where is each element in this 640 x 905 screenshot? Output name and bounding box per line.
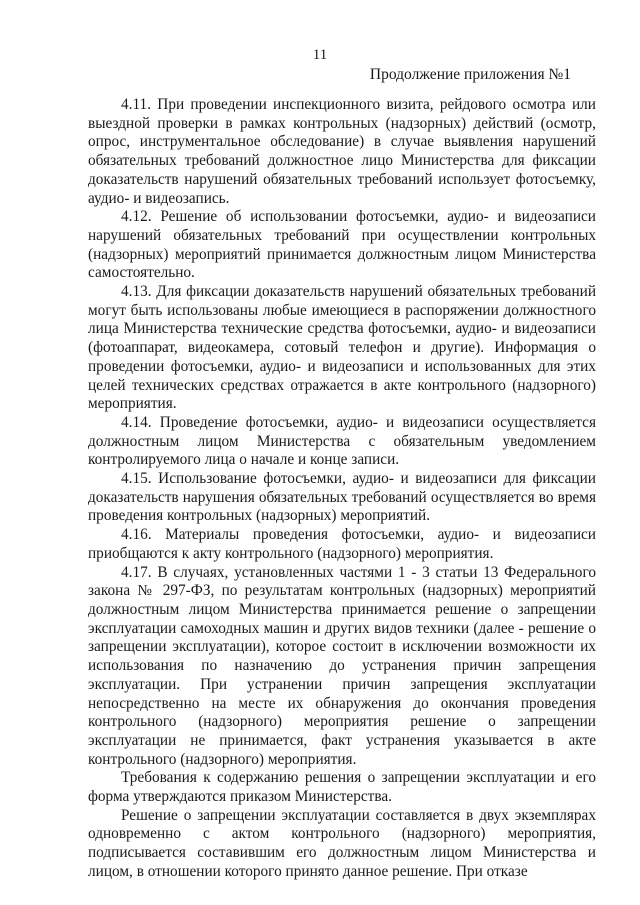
- document-body: [88, 96, 596, 882]
- paragraph-4-12: 4.12. Решение об использовании фотосъемки, аудио- и видеозаписи нарушений обязательных требований при осуществлении контрольных (надзорных) мероприятий принимается должностным лицом Министерства самостоятельно.: [88, 208, 596, 282]
- paragraph-decision-procedure: Решение о запрещении эксплуатации составляется в двух экземплярах одновременно с актом контрольного (надзорного) мероприятия, подписывается составившим его должностным лицом Министерства и лицом, в отношении которого принято данное решение. При отказе: [88, 806, 596, 880]
- paragraph-decision-requirements: Требования к содержанию решения о запрещении эксплуатации и его форма утверждаются приказом Министерства.: [88, 769, 596, 806]
- paragraph-4-15: 4.15. Использование фотосъемки, аудио- и видеозаписи для фиксации доказательств нарушения обязательных требований осуществляется во время проведения контрольных (надзорных) мероприятий.: [88, 470, 596, 525]
- page-number: 11: [312, 47, 328, 63]
- paragraph-4-17: 4.17. В случаях, установленных частями 1 - 3 статьи 13 Федерального закона № 297-ФЗ, по результатам контрольных (надзорных) мероприятий должностным лицом Министерства принимается решение о запрещении эксплуатации самоходных машин и других видов техники (далее - решение о запрещении эксплуатации), которое состоит в исключении возможности их использования по назначению до устранения причин запрещения эксплуатации. При устранении причин запрещения эксплуатации непосредственно на месте их обнаружения до окончания проведения контрольного (надзорного) мероприятия решение о запрещении эксплуатации не принимается, факт устранения указывается в акте контрольного (надзорного) мероприятия.: [88, 563, 596, 768]
- paragraph-4-13: 4.13. Для фиксации доказательств нарушений обязательных требований могут быть использованы любые имеющиеся в распоряжении должностного лица Министерства технические средства фотосъемки, аудио- и видеозаписи (фотоаппарат, видеокамера, сотовый телефон и другие). Информация о проведении фотосъемки, аудио- и видеозаписи и использованных для этих целей технических средствах отражается в акте контрольного (надзорного) мероприятия.: [88, 283, 596, 413]
- paragraph-4-11: 4.11. При проведении инспекционного визита, рейдового осмотра или выездной проверки в рамках контрольных (надзорных) действий (осмотр, опрос, инструментальное обследование) в случае выявления нарушений обязательных требований должностное лицо Министерства для фиксации доказательств нарушений обязательных требований использует фотосъемку, аудио- и видеозапись.: [88, 96, 596, 207]
- paragraph-4-16: 4.16. Материалы проведения фотосъемки, аудио- и видеозаписи приобщаются к акту контрольного (надзорного) мероприятия.: [88, 526, 596, 562]
- appendix-continuation-label: Продолжение приложения №1: [369, 66, 571, 83]
- paragraph-4-14: 4.14. Проведение фотосъемки, аудио- и видеозаписи осуществляется должностным лицом Министерства с обязательным уведомлением контролируемого лица о начале и конце записи.: [88, 413, 596, 469]
